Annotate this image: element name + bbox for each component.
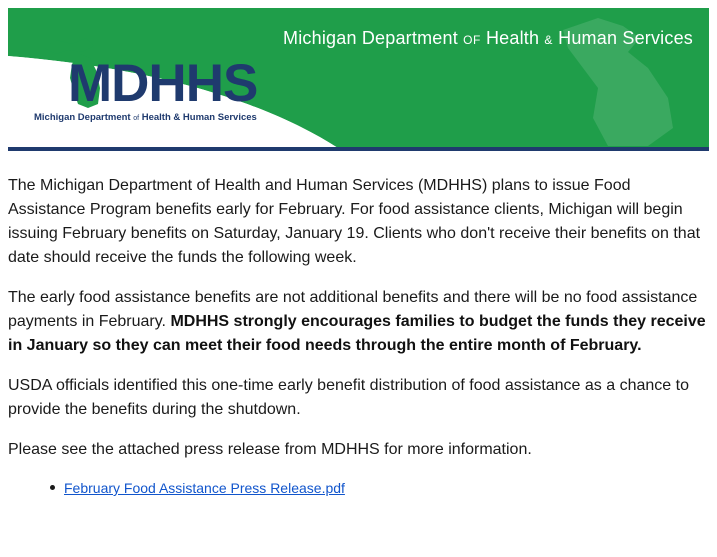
press-release-link[interactable]: February Food Assistance Press Release.pdf xyxy=(64,480,345,496)
paragraph-press-release: Please see the attached press release from MDHHS for more information. xyxy=(8,441,532,458)
mdhhs-logo: MDHHS xyxy=(68,54,258,113)
email-body xyxy=(8,174,708,498)
attachment-list xyxy=(8,478,708,498)
logo-subtitle: Michigan Department of Health & Human Services xyxy=(34,112,257,123)
header-divider xyxy=(8,147,709,151)
paragraph-intro: The Michigan Department of Health and Human Services (MDHHS) plans to issue Food Assistance Program benefits early for February. For food assistance clients, Michigan will begin issuing February benefits on Saturday, January 19. Clients who don't receive their benefits on that date should receive the funds the following week. xyxy=(8,177,701,266)
department-title: Michigan Department OF Health & Human Services xyxy=(283,28,693,48)
emphasis-text: MDHHS strongly encourages families to budget the funds they receive in January so they can meet their food needs through the entire month of February. xyxy=(8,313,706,354)
paragraph-early-benefits: The early food assistance benefits are not additional benefits and there will be no food assistance payments in February. MDHHS strongly encourages families to budget the funds they receive in January so they can meet their food needs through the entire month of February. xyxy=(8,289,706,354)
list-item xyxy=(64,478,708,498)
header-banner xyxy=(8,8,709,148)
paragraph-usda: USDA officials identified this one-time early benefit distribution of food assistance as a chance to provide the benefits during the shutdown. xyxy=(8,377,689,418)
bullet-icon xyxy=(50,485,55,490)
